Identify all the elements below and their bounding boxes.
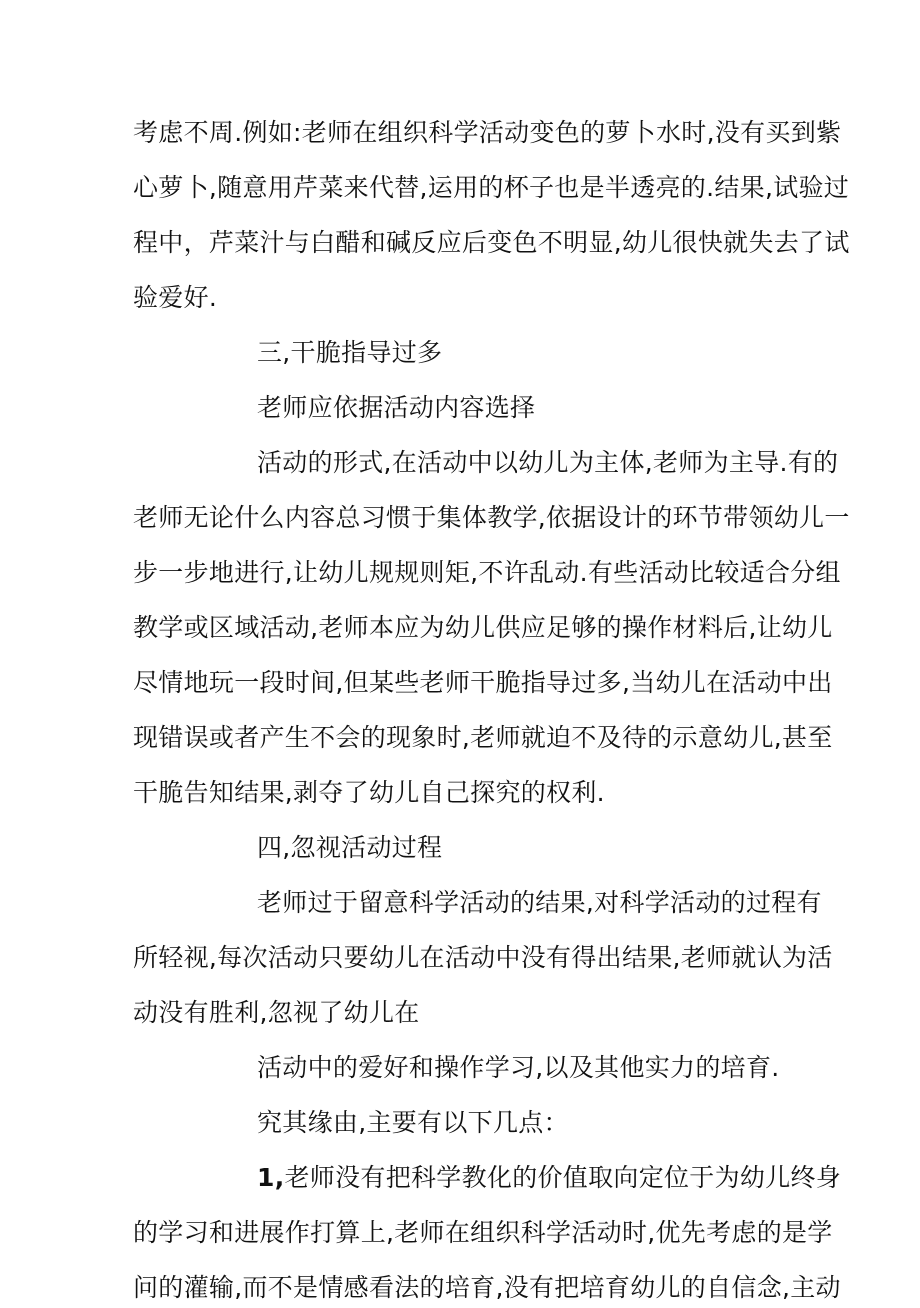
section-heading: 四,忽视活动过程: [257, 833, 443, 862]
text-line: 老师无论什么内容总习惯于集体教学,依据设计的环节带领幼儿一: [133, 503, 850, 532]
text-line: 老师过于留意科学活动的结果,对科学活动的过程有: [257, 888, 822, 917]
text-line: 现错误或者产生不会的现象时,老师就迫不及待的示意幼儿,甚至: [133, 723, 833, 752]
list-item: [257, 1158, 841, 1198]
text-line: 心萝卜,随意用芹菜来代替,运用的杯子也是半透亮的.结果,试验过: [133, 173, 850, 202]
text-line: 验爱好.: [133, 283, 218, 312]
text-line: 教学或区域活动,老师本应为幼儿供应足够的操作材料后,让幼儿: [133, 613, 833, 642]
text-line: 步一步地进行,让幼儿规规则矩,不许乱动.有些活动比较适合分组: [133, 558, 841, 587]
text-line: 所轻视,每次活动只要幼儿在活动中没有得出结果,老师就认为活: [133, 943, 833, 972]
text-line: 问的灌输,而不是情感看法的培育,没有把培育幼儿的自信念,主动: [133, 1273, 841, 1302]
text-line: 干脆告知结果,剥夺了幼儿自己探究的权利.: [133, 778, 605, 807]
list-item-text: 老师没有把科学教化的价值取向定位于为幼儿终身: [284, 1163, 842, 1192]
text-line: 活动中的爱好和操作学习,以及其他实力的培育.: [257, 1053, 780, 1082]
section-heading: 三,干脆指导过多: [257, 338, 443, 367]
text-line: 的学习和进展作打算上,老师在组织科学活动时,优先考虑的是学: [133, 1218, 833, 1247]
text-line: 动没有胜利,忽视了幼儿在: [133, 998, 420, 1027]
text-line: 尽情地玩一段时间,但某些老师干脆指导过多,当幼儿在活动中出: [133, 668, 833, 697]
text-line: 程中，芹菜汁与白醋和碱反应后变色不明显,幼儿很快就失去了试: [133, 228, 850, 257]
text-line: 活动的形式,在活动中以幼儿为主体,老师为主导.有的: [257, 448, 839, 477]
list-number: 1,: [257, 1163, 285, 1192]
text-line: 究其缘由,主要有以下几点：: [257, 1108, 569, 1137]
text-line: 考虑不周.例如:老师在组织科学活动变色的萝卜水时,没有买到紫: [133, 118, 842, 147]
text-line: 老师应依据活动内容选择: [257, 393, 536, 422]
